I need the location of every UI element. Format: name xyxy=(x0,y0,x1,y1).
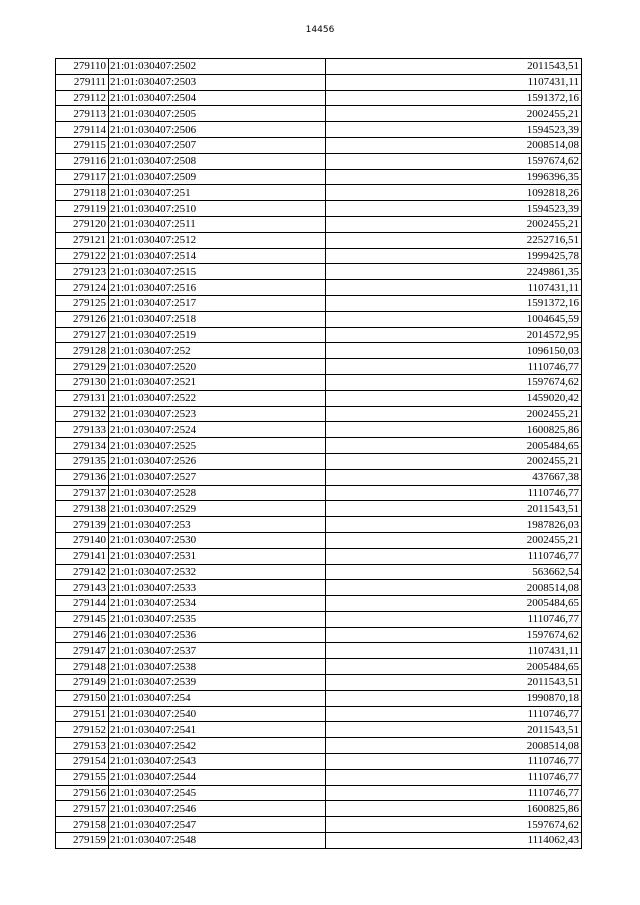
table-row xyxy=(56,517,582,533)
cadastral-value-cell: 1110746,77 xyxy=(326,548,582,564)
cadastral-number-cell: 21:01:030407:2548 xyxy=(109,833,326,849)
cadastral-value-cell: 1110746,77 xyxy=(326,769,582,785)
cadastral-number-cell: 21:01:030407:2532 xyxy=(109,564,326,580)
table-row xyxy=(56,359,582,375)
row-number-cell: 279152 xyxy=(56,722,109,738)
table-row xyxy=(56,769,582,785)
cadastral-value-cell: 1594523,39 xyxy=(326,201,582,217)
cadastral-number-cell: 21:01:030407:2522 xyxy=(109,390,326,406)
row-number-cell: 279112 xyxy=(56,90,109,106)
row-number-cell: 279119 xyxy=(56,201,109,217)
row-number-cell: 279114 xyxy=(56,122,109,138)
row-number-cell: 279154 xyxy=(56,754,109,770)
cadastral-number-cell: 21:01:030407:2523 xyxy=(109,406,326,422)
table-row xyxy=(56,580,582,596)
row-number-cell: 279117 xyxy=(56,169,109,185)
cadastral-number-cell: 21:01:030407:2543 xyxy=(109,754,326,770)
table-row xyxy=(56,153,582,169)
cadastral-value-table xyxy=(55,58,582,849)
cadastral-value-cell: 2002455,21 xyxy=(326,406,582,422)
row-number-cell: 279124 xyxy=(56,280,109,296)
table-row xyxy=(56,690,582,706)
cadastral-value-cell: 1594523,39 xyxy=(326,122,582,138)
cadastral-number-cell: 21:01:030407:2524 xyxy=(109,422,326,438)
cadastral-value-cell: 1591372,16 xyxy=(326,90,582,106)
table-row xyxy=(56,785,582,801)
cadastral-number-cell: 21:01:030407:2525 xyxy=(109,438,326,454)
row-number-cell: 279127 xyxy=(56,327,109,343)
cadastral-value-cell: 1004645,59 xyxy=(326,311,582,327)
cadastral-number-cell: 21:01:030407:2527 xyxy=(109,469,326,485)
cadastral-number-cell: 21:01:030407:2504 xyxy=(109,90,326,106)
row-number-cell: 279122 xyxy=(56,248,109,264)
cadastral-value-cell: 1110746,77 xyxy=(326,754,582,770)
cadastral-number-cell: 21:01:030407:2530 xyxy=(109,532,326,548)
cadastral-number-cell: 21:01:030407:2520 xyxy=(109,359,326,375)
row-number-cell: 279140 xyxy=(56,532,109,548)
row-number-cell: 279129 xyxy=(56,359,109,375)
row-number-cell: 279138 xyxy=(56,501,109,517)
cadastral-value-cell: 1990870,18 xyxy=(326,690,582,706)
cadastral-value-cell: 1110746,77 xyxy=(326,706,582,722)
row-number-cell: 279111 xyxy=(56,74,109,90)
row-number-cell: 279120 xyxy=(56,216,109,232)
cadastral-number-cell: 21:01:030407:2546 xyxy=(109,801,326,817)
cadastral-value-cell: 2005484,65 xyxy=(326,659,582,675)
cadastral-value-cell: 2002455,21 xyxy=(326,453,582,469)
table-row xyxy=(56,406,582,422)
row-number-cell: 279115 xyxy=(56,137,109,153)
row-number-cell: 279131 xyxy=(56,390,109,406)
cadastral-number-cell: 21:01:030407:2534 xyxy=(109,596,326,612)
cadastral-number-cell: 21:01:030407:2510 xyxy=(109,201,326,217)
cadastral-value-cell: 1591372,16 xyxy=(326,295,582,311)
row-number-cell: 279149 xyxy=(56,675,109,691)
table-row xyxy=(56,90,582,106)
cadastral-number-cell: 21:01:030407:254 xyxy=(109,690,326,706)
cadastral-value-cell: 1999425,78 xyxy=(326,248,582,264)
row-number-cell: 279139 xyxy=(56,517,109,533)
row-number-cell: 279156 xyxy=(56,785,109,801)
cadastral-number-cell: 21:01:030407:2536 xyxy=(109,627,326,643)
table-row xyxy=(56,754,582,770)
cadastral-number-cell: 21:01:030407:2512 xyxy=(109,232,326,248)
cadastral-value-cell: 1107431,11 xyxy=(326,643,582,659)
cadastral-value-cell: 1114062,43 xyxy=(326,833,582,849)
cadastral-number-cell: 21:01:030407:2508 xyxy=(109,153,326,169)
row-number-cell: 279116 xyxy=(56,153,109,169)
table-row xyxy=(56,722,582,738)
cadastral-value-cell: 2002455,21 xyxy=(326,216,582,232)
table-row xyxy=(56,469,582,485)
cadastral-number-cell: 21:01:030407:2528 xyxy=(109,485,326,501)
row-number-cell: 279157 xyxy=(56,801,109,817)
cadastral-number-cell: 21:01:030407:2545 xyxy=(109,785,326,801)
table-row xyxy=(56,564,582,580)
row-number-cell: 279153 xyxy=(56,738,109,754)
cadastral-number-cell: 21:01:030407:2516 xyxy=(109,280,326,296)
cadastral-value-cell: 2011543,51 xyxy=(326,59,582,75)
cadastral-number-cell: 21:01:030407:2514 xyxy=(109,248,326,264)
table-row xyxy=(56,185,582,201)
cadastral-number-cell: 21:01:030407:2509 xyxy=(109,169,326,185)
cadastral-value-cell: 1597674,62 xyxy=(326,374,582,390)
cadastral-value-cell: 2008514,08 xyxy=(326,580,582,596)
table-row xyxy=(56,343,582,359)
cadastral-number-cell: 21:01:030407:2515 xyxy=(109,264,326,280)
cadastral-number-cell: 21:01:030407:2541 xyxy=(109,722,326,738)
row-number-cell: 279136 xyxy=(56,469,109,485)
table-row xyxy=(56,216,582,232)
table-row xyxy=(56,280,582,296)
cadastral-number-cell: 21:01:030407:2537 xyxy=(109,643,326,659)
cadastral-value-cell: 563662,54 xyxy=(326,564,582,580)
table-row xyxy=(56,295,582,311)
page-number: 14456 xyxy=(305,25,335,35)
row-number-cell: 279113 xyxy=(56,106,109,122)
table-row xyxy=(56,675,582,691)
cadastral-value-cell: 1096150,03 xyxy=(326,343,582,359)
cadastral-value-cell: 1110746,77 xyxy=(326,611,582,627)
cadastral-number-cell: 21:01:030407:2511 xyxy=(109,216,326,232)
cadastral-value-cell: 1600825,86 xyxy=(326,801,582,817)
row-number-cell: 279145 xyxy=(56,611,109,627)
table-row xyxy=(56,201,582,217)
cadastral-number-cell: 21:01:030407:2529 xyxy=(109,501,326,517)
cadastral-value-cell: 2011543,51 xyxy=(326,501,582,517)
cadastral-number-cell: 21:01:030407:2517 xyxy=(109,295,326,311)
cadastral-number-cell: 21:01:030407:2540 xyxy=(109,706,326,722)
cadastral-value-cell: 1107431,11 xyxy=(326,74,582,90)
table-row xyxy=(56,327,582,343)
cadastral-value-cell: 2008514,08 xyxy=(326,738,582,754)
row-number-cell: 279146 xyxy=(56,627,109,643)
row-number-cell: 279125 xyxy=(56,295,109,311)
table-row xyxy=(56,438,582,454)
cadastral-value-cell: 1996396,35 xyxy=(326,169,582,185)
row-number-cell: 279132 xyxy=(56,406,109,422)
cadastral-value-cell: 2002455,21 xyxy=(326,106,582,122)
table-row xyxy=(56,659,582,675)
table-row xyxy=(56,311,582,327)
row-number-cell: 279118 xyxy=(56,185,109,201)
cadastral-number-cell: 21:01:030407:2542 xyxy=(109,738,326,754)
cadastral-value-cell: 1107431,11 xyxy=(326,280,582,296)
table-body xyxy=(56,59,582,849)
row-number-cell: 279135 xyxy=(56,453,109,469)
table-row xyxy=(56,232,582,248)
row-number-cell: 279126 xyxy=(56,311,109,327)
table-row xyxy=(56,501,582,517)
cadastral-number-cell: 21:01:030407:2518 xyxy=(109,311,326,327)
row-number-cell: 279147 xyxy=(56,643,109,659)
table-row xyxy=(56,248,582,264)
cadastral-value-cell: 1597674,62 xyxy=(326,153,582,169)
table-row xyxy=(56,596,582,612)
cadastral-value-cell: 1110746,77 xyxy=(326,359,582,375)
cadastral-number-cell: 21:01:030407:2519 xyxy=(109,327,326,343)
table-row xyxy=(56,59,582,75)
row-number-cell: 279137 xyxy=(56,485,109,501)
row-number-cell: 279155 xyxy=(56,769,109,785)
table-row xyxy=(56,122,582,138)
row-number-cell: 279151 xyxy=(56,706,109,722)
table-row xyxy=(56,374,582,390)
table-row xyxy=(56,817,582,833)
cadastral-number-cell: 21:01:030407:2538 xyxy=(109,659,326,675)
cadastral-number-cell: 21:01:030407:251 xyxy=(109,185,326,201)
cadastral-number-cell: 21:01:030407:2535 xyxy=(109,611,326,627)
cadastral-value-cell: 1597674,62 xyxy=(326,627,582,643)
table-row xyxy=(56,611,582,627)
row-number-cell: 279123 xyxy=(56,264,109,280)
cadastral-number-cell: 21:01:030407:2502 xyxy=(109,59,326,75)
row-number-cell: 279148 xyxy=(56,659,109,675)
cadastral-value-cell: 2011543,51 xyxy=(326,675,582,691)
cadastral-value-cell: 1600825,86 xyxy=(326,422,582,438)
table-row xyxy=(56,390,582,406)
row-number-cell: 279144 xyxy=(56,596,109,612)
cadastral-number-cell: 21:01:030407:2505 xyxy=(109,106,326,122)
cadastral-number-cell: 21:01:030407:2544 xyxy=(109,769,326,785)
cadastral-value-cell: 1110746,77 xyxy=(326,785,582,801)
cadastral-value-cell: 2014572,95 xyxy=(326,327,582,343)
row-number-cell: 279110 xyxy=(56,59,109,75)
table-row xyxy=(56,548,582,564)
row-number-cell: 279142 xyxy=(56,564,109,580)
cadastral-number-cell: 21:01:030407:2521 xyxy=(109,374,326,390)
cadastral-value-cell: 437667,38 xyxy=(326,469,582,485)
cadastral-value-cell: 1110746,77 xyxy=(326,485,582,501)
row-number-cell: 279141 xyxy=(56,548,109,564)
row-number-cell: 279143 xyxy=(56,580,109,596)
row-number-cell: 279121 xyxy=(56,232,109,248)
table-row xyxy=(56,74,582,90)
table-row xyxy=(56,169,582,185)
row-number-cell: 279130 xyxy=(56,374,109,390)
table-row xyxy=(56,106,582,122)
row-number-cell: 279150 xyxy=(56,690,109,706)
cadastral-number-cell: 21:01:030407:2507 xyxy=(109,137,326,153)
cadastral-number-cell: 21:01:030407:2503 xyxy=(109,74,326,90)
cadastral-value-cell: 1597674,62 xyxy=(326,817,582,833)
table-row xyxy=(56,485,582,501)
cadastral-number-cell: 21:01:030407:252 xyxy=(109,343,326,359)
cadastral-value-cell: 2249861,35 xyxy=(326,264,582,280)
cadastral-value-cell: 1987826,03 xyxy=(326,517,582,533)
cadastral-value-cell: 2005484,65 xyxy=(326,596,582,612)
cadastral-value-cell: 2252716,51 xyxy=(326,232,582,248)
row-number-cell: 279128 xyxy=(56,343,109,359)
table-row xyxy=(56,706,582,722)
table-row xyxy=(56,422,582,438)
row-number-cell: 279133 xyxy=(56,422,109,438)
cadastral-number-cell: 21:01:030407:2533 xyxy=(109,580,326,596)
table-row xyxy=(56,532,582,548)
row-number-cell: 279159 xyxy=(56,833,109,849)
table-row xyxy=(56,833,582,849)
row-number-cell: 279158 xyxy=(56,817,109,833)
cadastral-number-cell: 21:01:030407:2547 xyxy=(109,817,326,833)
table-row xyxy=(56,627,582,643)
table-row xyxy=(56,264,582,280)
cadastral-number-cell: 21:01:030407:2506 xyxy=(109,122,326,138)
row-number-cell: 279134 xyxy=(56,438,109,454)
cadastral-value-cell: 1092818,26 xyxy=(326,185,582,201)
cadastral-number-cell: 21:01:030407:2531 xyxy=(109,548,326,564)
cadastral-value-cell: 1459020,42 xyxy=(326,390,582,406)
cadastral-value-cell: 2011543,51 xyxy=(326,722,582,738)
table-row xyxy=(56,643,582,659)
table-row xyxy=(56,453,582,469)
cadastral-number-cell: 21:01:030407:2526 xyxy=(109,453,326,469)
cadastral-number-cell: 21:01:030407:253 xyxy=(109,517,326,533)
cadastral-number-cell: 21:01:030407:2539 xyxy=(109,675,326,691)
cadastral-value-cell: 2008514,08 xyxy=(326,137,582,153)
table-row xyxy=(56,738,582,754)
table-row xyxy=(56,801,582,817)
cadastral-value-cell: 2002455,21 xyxy=(326,532,582,548)
cadastral-value-cell: 2005484,65 xyxy=(326,438,582,454)
table-row xyxy=(56,137,582,153)
